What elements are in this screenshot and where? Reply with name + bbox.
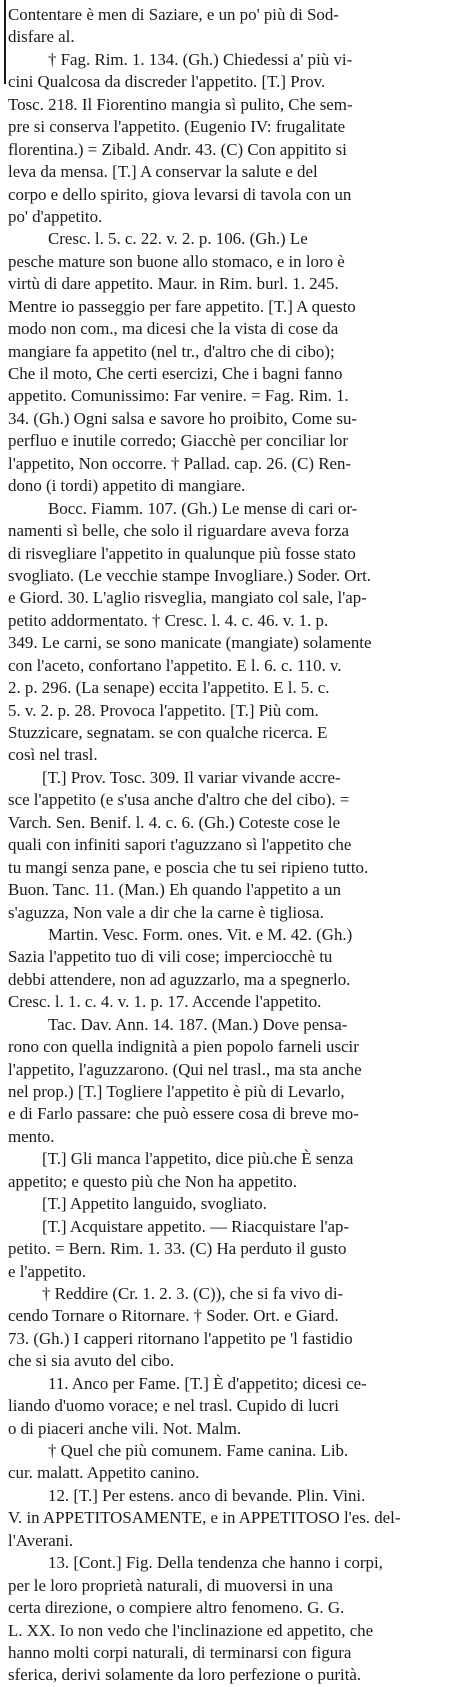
text-line: pre si conserva l'appetito. (Eugenio IV: frugalitate bbox=[8, 117, 346, 137]
text-line: 2. p. 296. (La senape) eccita l'appetito. E l. 5. c. bbox=[8, 678, 330, 698]
text-line: † Quel che più comunem. Fame canina. Lib. bbox=[48, 1441, 349, 1460]
text-line: e l'appetito. bbox=[8, 1261, 87, 1281]
text-line: che si sia avuto del cibo. bbox=[8, 1351, 175, 1371]
text-line: con l'aceto, confortano l'appetito. E l. 6. c. 110. v. bbox=[8, 655, 342, 675]
text-line: virtù di dare appetito. Maur. in Rim. burl. 1. 245. bbox=[8, 274, 339, 294]
text-line: svogliato. (Le vecchie stampe Invogliare.) Soder. Ort. bbox=[8, 565, 372, 585]
text-line: appetito; e questo più che Non ha appetito. bbox=[8, 1171, 297, 1191]
text-line: Varch. Sen. Benif. l. 4. c. 6. (Gh.) Coteste cose le bbox=[8, 812, 341, 832]
text-line: l'appetito, l'aguzzarono. (Qui nel trasl., ma sta anche bbox=[8, 1059, 362, 1079]
text-line: Tosc. 218. Il Fiorentino mangia sì pulito, Che sem- bbox=[8, 94, 353, 114]
text-line: così nel trasl. bbox=[8, 745, 98, 765]
text-line: hanno molti corpi naturali, di terminarsi con figura bbox=[8, 1642, 352, 1662]
text-line: mangiare fa appetito (nel tr., d'altro che di cibo); bbox=[8, 341, 335, 361]
text-line: Mentre io passeggio per fare appetito. [T.] A questo bbox=[8, 296, 356, 316]
text-line: per le loro proprietà naturali, di muoversi in una bbox=[8, 1575, 334, 1595]
text-line: † Fag. Rim. 1. 134. (Gh.) Chiedessi a' più vi- bbox=[48, 49, 353, 69]
text-line: tu mangi senza pane, e poscia che tu sei ripieno tutto. bbox=[8, 857, 369, 877]
text-line: 5. v. 2. p. 28. Provoca l'appetito. [T.] Più com. bbox=[8, 700, 319, 720]
text-line: mento. bbox=[8, 1126, 55, 1146]
text-line: Che il moto, Che certi esercizi, Che i bagni fanno bbox=[8, 364, 343, 383]
text-line: [T.] Appetito languido, svogliato. bbox=[42, 1194, 267, 1214]
text-line: corpo e dello spirito, giova levarsi di tavola con un bbox=[8, 184, 352, 204]
text-line: debbi attendere, non ad aguzzarlo, ma a spegnerlo. bbox=[8, 969, 351, 989]
text-line: nel prop.) [T.] Togliere l'appetito è più di Levarlo, bbox=[8, 1082, 345, 1101]
text-line: namenti sì belle, che solo il riguardare aveva forza bbox=[8, 521, 349, 541]
text-line: Tac. Dav. Ann. 14. 187. (Man.) Dove pensa- bbox=[48, 1014, 348, 1034]
text-line: Buon. Tanc. 11. (Man.) Eh quando l'appetito a un bbox=[8, 880, 342, 900]
text-line: 13. [Cont.] Fig. Della tendenza che hanno i corpi, bbox=[48, 1553, 383, 1573]
text-line: 349. Le carni, se sono manicate (mangiate) solamente bbox=[8, 633, 372, 653]
text-line: o di piaceri anche vili. Not. Malm. bbox=[8, 1418, 242, 1438]
text-line: modo non com., ma dicesi che la vista di cose da bbox=[8, 319, 339, 339]
text-line: L. XX. Io non vedo che l'inclinazione ed appetito, che bbox=[8, 1620, 374, 1640]
text-line: rono con quella indignità a pien popolo farneli uscir bbox=[8, 1037, 359, 1057]
text-line: 73. (Gh.) I capperi ritornano l'appetito pe 'l fastidio bbox=[8, 1328, 353, 1348]
text-line: petito addormentato. † Cresc. l. 4. c. 46. v. 1. p. bbox=[8, 610, 329, 630]
text-line: s'aguzza, Non vale a dir che la carne è tigliosa. bbox=[8, 902, 324, 922]
text-line: leva da mensa. [T.] A conservar la salute e del bbox=[8, 162, 318, 182]
text-line: perfluo e inutile corredo; Giacchè per conciliar lor bbox=[8, 431, 348, 451]
text-line: [T.] Acquistare appetito. — Riacquistare l'ap- bbox=[42, 1216, 350, 1236]
text-line: Bocc. Fiamm. 107. (Gh.) Le mense di cari or- bbox=[48, 498, 358, 518]
text-line: appetito. Comunissimo: Far venire. = Fag. Rim. 1. bbox=[8, 386, 349, 406]
text-line: liando d'uomo vorace; e nel trasl. Cupido di lucri bbox=[8, 1396, 339, 1416]
text-line: † Reddire (Cr. 1. 2. 3. (C)), che si fa vivo di- bbox=[42, 1283, 344, 1303]
text-line: cendo Tornare o Ritornare. † Soder. Ort. e Giard. bbox=[8, 1306, 339, 1326]
text-line: Martin. Vesc. Form. ones. Vit. e M. 42. (Gh.) bbox=[48, 924, 353, 944]
text-line: l'Averani. bbox=[8, 1530, 74, 1550]
text-line: 12. [T.] Per estens. anco di bevande. Plin. Vini. bbox=[48, 1485, 366, 1505]
text-line: di risvegliare l'appetito in qualunque più fosse stato bbox=[8, 543, 356, 563]
text-line: l'appetito, Non occorre. † Pallad. cap. 26. (C) Ren- bbox=[8, 453, 352, 473]
text-line: po' d'appetito. bbox=[8, 206, 103, 226]
text-line: 34. (Gh.) Ogni salsa e savore ho proibito, Come su- bbox=[8, 408, 358, 428]
text-line: Stuzzicare, segnatam. se con qualche ricerca. E bbox=[8, 723, 328, 742]
text-line: pesche mature son buone allo stomaco, e in loro è bbox=[8, 251, 345, 271]
text-line: petito. = Bern. Rim. 1. 33. (C) Ha perduto il gusto bbox=[8, 1239, 347, 1259]
text-line: sce l'appetito (e s'usa anche d'altro che del cibo). = bbox=[8, 790, 350, 810]
text-line: quali con infiniti sapori t'aguzzano sì l'appetito che bbox=[8, 835, 352, 855]
text-line: e Giord. 30. L'aglio risveglia, mangiato col sale, l'ap- bbox=[8, 588, 367, 608]
text-line: V. in APPETITOSAMENTE, e in APPETITOSO l'es. del- bbox=[8, 1508, 401, 1528]
text-line: florentina.) = Zibald. Andr. 43. (C) Con appitito si bbox=[8, 139, 347, 159]
text-line: cur. malatt. Appetito canino. bbox=[8, 1463, 200, 1483]
text-line: Cresc. l. 5. c. 22. v. 2. p. 106. (Gh.) Le bbox=[48, 229, 308, 249]
entry-text-column bbox=[8, 4, 459, 1687]
text-line: disfare al. bbox=[8, 27, 75, 47]
text-line: Cresc. l. 1. c. 4. v. 1. p. 17. Accende l'appetito. bbox=[8, 992, 322, 1012]
text-line: cini Qualcosa da discreder l'appetito. [T.] Prov. bbox=[8, 72, 326, 92]
text-line: 11. Anco per Fame. [T.] È d'appetito; dicesi ce- bbox=[48, 1373, 367, 1393]
text-line: sferica, derivi solamente da loro perfezione o purità. bbox=[8, 1665, 362, 1685]
text-line: [T.] Gli manca l'appetito, dice più.che È senza bbox=[42, 1149, 354, 1169]
text-line: Sazia l'appetito tuo di vili cose; imperciocchè tu bbox=[8, 947, 333, 967]
text-line: [T.] Prov. Tosc. 309. Il variar vivande accre- bbox=[42, 767, 341, 787]
text-line: dono (i tordi) appetito di mangiare. bbox=[8, 476, 246, 496]
text-line: e di Farlo passare: che può essere cosa di breve mo- bbox=[8, 1104, 359, 1124]
text-line: certa direzione, o compiere altro fenomeno. G. G. bbox=[8, 1598, 345, 1618]
text-line: Contentare è men di Saziare, e un po' più di Sod- bbox=[8, 5, 339, 24]
